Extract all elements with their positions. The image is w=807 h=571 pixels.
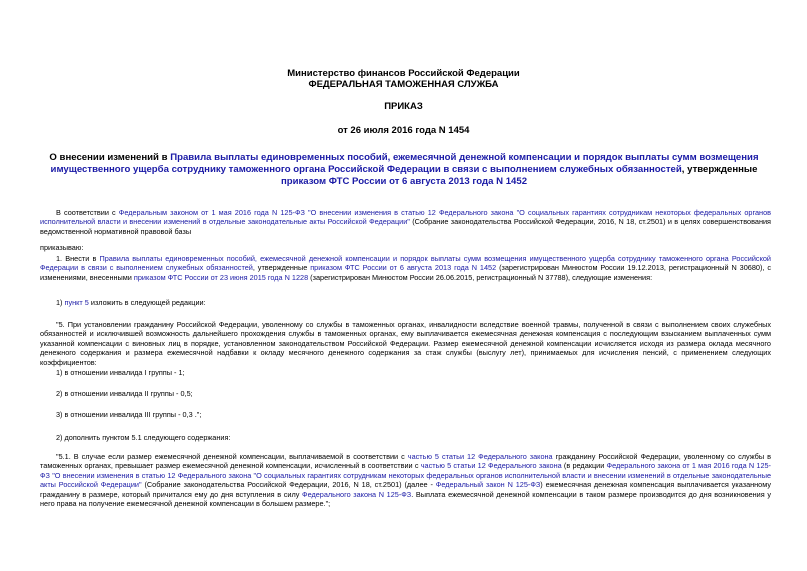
coefficient-2: 2) в отношении инвалида II группы - 0,5;: [56, 389, 193, 398]
part-5-article-12-link[interactable]: частью 5 статьи 12 Федерального закона: [407, 452, 553, 461]
title-text: О внесении изменений в: [49, 152, 171, 163]
order-1452-link[interactable]: приказом ФТС России от 6 августа 2013 года N 1452: [310, 263, 497, 273]
item1-text: (зарегистрирован Минюстом России 26.06.2015, регистрационный N 37788), следующие изменения:: [308, 272, 653, 282]
service-name: ФЕДЕРАЛЬНАЯ ТАМОЖЕННАЯ СЛУЖБА: [308, 79, 499, 90]
p51-text: "5.1. В случае если размер ежемесячной денежной компенсации, выплачиваемой в соответствии с: [56, 452, 408, 461]
federal-law-125-link[interactable]: Федеральный закон N 125-ФЗ: [435, 480, 541, 490]
order-1228-link[interactable]: приказом ФТС России от 23 июня 2015 года N 1228: [133, 272, 309, 282]
federal-law-125-link[interactable]: Федерального закона N 125-ФЗ: [302, 489, 412, 499]
p51-text: . Выплата ежемесячной денежной компенсации в таком размере производится до дня возникновения у него права на получение ежемесячной денежной компенсации в большем размере.";: [40, 489, 771, 509]
point-5-link[interactable]: пункт 5: [64, 298, 89, 307]
preamble-text: (Собрание законодательства Российской Федерации, 2016, N 18, ст.2501) и в целях совершенствования ведомственной нормативной правовой базы: [40, 217, 771, 236]
title-text: , утвержденные: [681, 164, 758, 175]
item1-text: (зарегистрирован Минюстом России 19.12.2013, регистрационный N 30680), с изменениями, внесенными: [40, 263, 771, 282]
title-order-link[interactable]: приказом ФТС России от 6 августа 2013 года N 1452: [280, 176, 528, 187]
coefficient-3: 3) в отношении инвалида III группы - 0,3 .";: [56, 410, 202, 419]
coefficient-1: 1) в отношении инвалида I группы - 1;: [56, 368, 185, 377]
p51-text: гражданину Российской Федерации, уволенному со службы в таможенных органах, превышает размер ежемесячной денежной компенсации, исчисленный в соответствии с: [40, 452, 771, 471]
federal-law-link[interactable]: Федеральным законом от 1 мая 2016 года N 125-ФЗ: [118, 208, 305, 217]
item1-text: , утвержденные: [252, 263, 311, 273]
point-5-paragraph: "5. При установлении гражданину Российской Федерации, уволенному со службы в таможенных органах, инвалидности вследствие военной травмы, полученной в связи с выполнением своих служебных обязанностей и исключившей возможность дальнейшего прохождения службы в таможенных органах, ему выплачивается ежемесячная денежная компенсация с последующим взысканием выплаченных сумм указанной компенсации с виновных лиц в порядке, установленном законодательством Российской Федерации. Размер ежемесячной денежной компенсации исчисляется исходя из размера оклада месячного денежного содержания и размера ежемесячной надбавки к окладу месячного денежного содержания за стаж службы (выслугу лет), принимаемых для исчисления пенсий, с применением следующих коэффициентов:: [40, 320, 771, 367]
item-1-paragraph: [40, 254, 771, 282]
document-type: ПРИКАЗ: [384, 101, 423, 112]
sub1-text: изложить в следующей редакции:: [88, 298, 206, 307]
document-date-number: от 26 июля 2016 года N 1454: [337, 125, 470, 136]
order-word: приказываю:: [40, 243, 84, 252]
rules-link[interactable]: Правила выплаты единовременных пособий, ежемесячной денежной компенсации и порядок выплаты сумм возмещения имущественного ущерба сотруднику таможенного органа Российской Федерации в связи с выполнением служебных обязанностей: [40, 254, 771, 273]
ministry-name: Министерство финансов Российской Федерации: [287, 68, 520, 79]
law-title-link[interactable]: "О внесении изменения в статью 12 Федерального закона "О социальных гарантиях сотрудникам некоторых федеральных органов исполнительной власти и внесении изменений в отдельные законодательные акты Российской Федерации": [40, 470, 771, 490]
subitem-1-paragraph: [40, 298, 771, 307]
title-rules-link[interactable]: Правила выплаты единовременных пособий, ежемесячной денежной компенсации и порядок выплаты сумм возмещения имущественного ущерба сотруднику таможенного органа Российской Федерации в связи с выполнением служебных обязанностей: [50, 152, 759, 175]
sub1-text: 1): [56, 298, 65, 307]
part-5-article-12-link[interactable]: частью 5 статьи 12 Федерального закона: [420, 461, 562, 471]
document-title: [30, 152, 778, 188]
point-5-1-paragraph: [40, 452, 771, 508]
p51-text: ) ежемесячная денежная компенсация выплачивается указанному гражданину в размере, который причитался ему до дня вступления в силу: [40, 480, 771, 499]
subitem-2-paragraph: 2) дополнить пунктом 5.1 следующего содержания:: [56, 433, 231, 442]
preamble-text: В соответствии с: [56, 208, 119, 217]
p51-text: (в редакции: [561, 461, 607, 471]
law-title-link[interactable]: "О внесении изменения в статью 12 Федерального закона "О социальных гарантиях сотрудникам некоторых федеральных органов исполнительной власти и внесении изменений в отдельные законодательные акты Российской Федерации": [40, 208, 772, 227]
item1-text: 1. Внести в: [56, 254, 100, 263]
federal-law-125-link[interactable]: Федерального закона от 1 мая 2016 года N 125-ФЗ: [40, 461, 771, 480]
preamble-paragraph: [40, 208, 771, 236]
p51-text: (Собрание законодательства Российской Федерации, 2016, N 18, ст.2501) (далее -: [141, 480, 436, 490]
